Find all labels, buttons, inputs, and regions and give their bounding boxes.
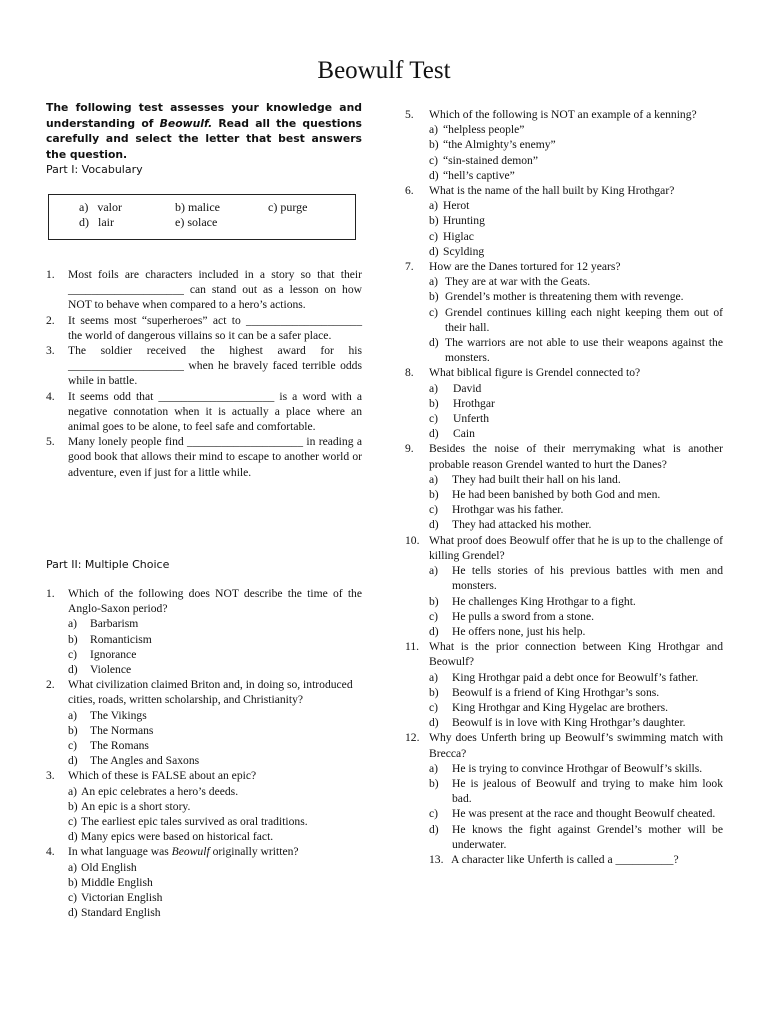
multiple-choice-right [405,107,723,867]
mc-option[interactable]: d) He offers none, just his help. [429,624,586,638]
mc-question: 12. Why does Unferth bring up Beowulf’s swimming match with Brecca? [405,731,723,760]
mc-option[interactable]: b) Beowulf is a friend of King Hrothgar’s sons. [429,685,660,699]
mc-option[interactable]: c) The earliest epic tales survived as oral traditions. [68,815,308,829]
mc-option[interactable]: b) He challenges King Hrothgar to a fight. [429,594,636,608]
mc-question: 3. Which of these is FALSE about an epic? [46,769,257,783]
option-list [405,563,723,639]
mc-option[interactable]: b) Romanticism [68,632,152,646]
mc-option[interactable]: a) He tells stories of his previous battles with men and monsters. [429,564,723,593]
mc-option[interactable]: a) Barbarism [68,617,139,631]
option-list [405,122,723,183]
mc-option[interactable]: a) An epic celebrates a hero’s deeds. [68,784,239,798]
vocab-question: 4. It seems odd that ____________________ is a word with a negative connotation when it is actually a place where an animal goes to be alone, to feel safe and comfortable. [46,389,362,434]
mc-option[interactable]: c) King Hrothgar and King Hygelac are brothers. [429,700,669,714]
instructions-work-title: Beowulf. [159,116,213,130]
mc-option[interactable]: d) Violence [68,663,132,677]
option-list [46,616,362,677]
mc-option[interactable]: a) The Vikings [68,708,147,722]
mc-option[interactable]: a) “helpless people” [429,123,525,137]
mc-option[interactable]: b) The Normans [68,723,154,737]
mc-option[interactable]: d) Many epics were based on historical fact. [68,830,274,844]
mc-option[interactable]: b) Hrothgar [429,396,495,410]
mc-option[interactable]: a) Herot [429,199,470,213]
mc-option[interactable]: c) The Romans [68,739,149,753]
word-bank-item: d) lair [79,215,114,229]
mc-question: 9. Besides the noise of their merrymaking what is another probable reason Grendel wanted to hurt the Danes? [405,442,723,471]
mc-option[interactable]: d) Beowulf is in love with King Hrothgar’s daughter. [429,716,686,730]
mc-option[interactable]: c) He pulls a sword from a stone. [429,609,594,623]
vocab-question: 2. It seems most “superheroes” act to ____________________ the world of dangerous villains so it can be a safer place. [46,313,362,342]
option-list [405,670,723,731]
mc-question: 8. What biblical figure is Grendel connected to? [405,366,641,380]
option-list [405,761,723,852]
vocab-question: 1. Most foils are characters included in a story so that their ____________________ can stand out as a lesson on how NOT to behave when compared to a hero’s actions. [46,268,362,312]
option-list [405,274,723,365]
mc-option[interactable]: d) The Angles and Saxons [68,754,200,768]
option-list [46,784,362,845]
mc-question: 6. What is the name of the hall built by King Hrothgar? [405,184,675,198]
mc-option[interactable]: b) Middle English [68,875,153,889]
instructions [46,100,362,162]
mc-option[interactable]: d) Scylding [429,244,485,258]
vocabulary-questions [46,267,362,480]
mc-question: 7. How are the Danes tortured for 12 years? [405,260,621,274]
option-list [405,472,723,533]
part2-heading: Part II: Multiple Choice [46,558,170,571]
mc-option[interactable]: b) “the Almighty’s enemy” [429,138,556,152]
option-list [46,708,362,769]
mc-option[interactable]: c) Hrothgar was his father. [429,503,564,517]
option-list [46,860,362,921]
mc-question: 13. A character like Unferth is called a __________? [429,852,679,866]
mc-option[interactable]: c) Unferth [429,412,490,426]
vocabulary-word-bank [48,194,356,240]
mc-option[interactable]: d) They had attacked his mother. [429,518,592,532]
mc-question: 1. Which of the following does NOT describe the time of the Anglo-Saxon period? [46,587,362,616]
mc-option[interactable]: d) Cain [429,427,475,441]
mc-question: 11. What is the prior connection between King Hrothgar and Beowulf? [405,640,723,669]
instructions-before: The following test assesses your knowledge and understanding of [46,101,362,130]
mc-option[interactable]: c) Victorian English [68,891,163,905]
mc-option[interactable]: a) David [429,381,482,395]
mc-option[interactable]: b) He had been banished by both God and men. [429,488,661,502]
mc-option[interactable]: b) An epic is a short story. [68,799,191,813]
option-list [405,198,723,259]
mc-option[interactable]: a) King Hrothgar paid a debt once for Beowulf’s father. [429,670,699,684]
mc-option[interactable]: a) He is trying to convince Hrothgar of Beowulf’s skills. [429,761,703,775]
multiple-choice-left [46,586,362,920]
word-bank-item: a) valor [79,200,122,214]
mc-option[interactable]: c) Higlac [429,229,474,243]
mc-option[interactable]: c) Grendel continues killing each night keeping them out of their hall. [429,305,723,334]
instructions-after: Read all the questions carefully and select the letter that best answers the question. [46,116,362,161]
mc-option[interactable]: c) Ignorance [68,647,137,661]
mc-option[interactable]: d) He knows the fight against Grendel’s mother will be underwater. [429,822,723,851]
mc-question: 4. In what language was Beowulf originally written? [46,845,299,859]
mc-option[interactable]: d) “hell’s captive” [429,168,515,182]
mc-question: 5. Which of the following is NOT an example of a kenning? [405,108,697,121]
mc-option[interactable]: a) Old English [68,860,137,874]
word-bank-item: c) purge [268,200,308,214]
word-bank-item: b) malice [175,200,220,214]
mc-option[interactable]: a) They had built their hall on his land. [429,472,621,486]
page-title: Beowulf Test [317,57,451,84]
mc-option[interactable]: c) “sin-stained demon” [429,153,538,167]
mc-option[interactable]: b) Grendel’s mother is threatening them with revenge. [429,290,684,304]
part1-heading: Part I: Vocabulary [46,163,143,176]
vocab-question: 3. The soldier received the highest award for his ____________________ when he bravely faced terrible odds while in battle. [46,344,362,388]
mc-question: 10. What proof does Beowulf offer that he is up to the challenge of killing Grendel? [405,533,723,562]
mc-option[interactable]: b) He is jealous of Beowulf and trying to make him look bad. [429,776,723,806]
mc-option[interactable]: d) The warriors are not able to use their weapons against the monsters. [429,336,723,365]
mc-option[interactable]: a) They are at war with the Geats. [429,275,591,289]
option-list [405,381,723,442]
mc-question: 2. What civilization claimed Briton and, in doing so, introduced cities, roads, written scholarship, and Christianity? [46,678,353,707]
word-bank-item: e) solace [175,215,218,229]
mc-option[interactable]: d) Standard English [68,906,161,920]
mc-option[interactable]: c) He was present at the race and thought Beowulf cheated. [429,807,716,821]
mc-option[interactable]: b) Hrunting [429,214,485,228]
vocab-question: 5. Many lonely people find ____________________ in reading a good book that allows their mind to escape to another world or adventure, even if just for a little while. [46,435,362,479]
